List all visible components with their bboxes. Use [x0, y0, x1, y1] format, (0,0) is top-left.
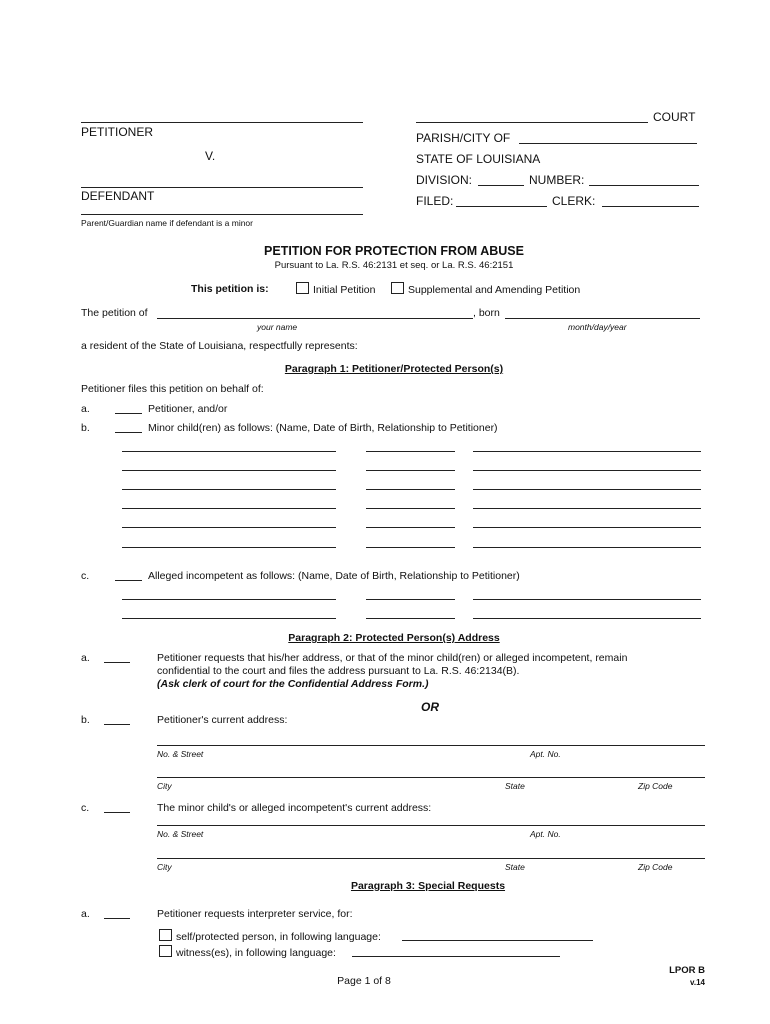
- child-name-field[interactable]: [122, 470, 336, 471]
- initial-petition-label: Initial Petition: [313, 284, 376, 296]
- apt-caption: Apt. No.: [530, 829, 561, 839]
- state-label: STATE OF LOUISIANA: [416, 152, 541, 166]
- form-version: v.14: [690, 978, 705, 987]
- interpreter-witness-option[interactable]: [159, 945, 336, 959]
- para2-b-text: Petitioner's current address:: [157, 714, 288, 726]
- initial-petition-option[interactable]: [296, 282, 375, 296]
- interpreter-self-option[interactable]: [159, 929, 381, 943]
- number-label: NUMBER:: [529, 173, 585, 187]
- street-caption: No. & Street: [157, 829, 204, 839]
- para3-a-text: Petitioner requests interpreter service, for:: [157, 908, 353, 920]
- incompetent-relationship-field[interactable]: [473, 618, 701, 619]
- guardian-note: Parent/Guardian name if defendant is a minor: [81, 218, 253, 228]
- para2-a-check-field[interactable]: [104, 662, 130, 663]
- interpreter-self-language-field[interactable]: [402, 940, 593, 941]
- division-label: DIVISION:: [416, 173, 473, 187]
- para1-b-text: Minor child(ren) as follows: (Name, Date of Birth, Relationship to Petitioner): [148, 422, 498, 434]
- para2-c-text: The minor child's or alleged incompetent's current address:: [157, 802, 432, 814]
- form-id: LPOR B: [669, 965, 705, 976]
- supplemental-petition-checkbox[interactable]: [391, 282, 404, 294]
- interpreter-self-label: self/protected person, in following language:: [176, 931, 381, 943]
- child-relationship-field[interactable]: [473, 527, 701, 528]
- child-dob-field[interactable]: [366, 451, 455, 452]
- resident-statement: a resident of the State of Louisiana, respectfully represents:: [81, 340, 358, 352]
- petitioner-name-line[interactable]: [81, 122, 363, 123]
- born-label: , born: [473, 307, 500, 319]
- incompetent-dob-field[interactable]: [366, 599, 455, 600]
- petition-of-label: The petition of: [81, 307, 148, 319]
- para1-a-check-field[interactable]: [115, 413, 142, 414]
- child-name-field[interactable]: [122, 508, 336, 509]
- para1-lead: Petitioner files this petition on behalf of:: [81, 383, 264, 395]
- child-name-field[interactable]: [122, 547, 336, 548]
- para3-a-letter: a.: [81, 908, 90, 920]
- versus-label: V.: [205, 149, 216, 163]
- state-caption: State: [505, 862, 525, 872]
- petition-type-label: This petition is:: [191, 283, 269, 295]
- supplemental-petition-option[interactable]: [391, 282, 580, 296]
- defendant-label: DEFENDANT: [81, 189, 155, 203]
- incompetent-name-field[interactable]: [122, 599, 336, 600]
- child-dob-field[interactable]: [366, 489, 455, 490]
- para2-a-text-line1: Petitioner requests that his/her address, or that of the minor child(ren) or alleged incompetent, remain: [157, 652, 628, 664]
- child-street-field[interactable]: [157, 825, 705, 826]
- para1-c-letter: c.: [81, 570, 90, 582]
- para2-a-letter: a.: [81, 652, 90, 664]
- petitioner-city-field[interactable]: [157, 777, 705, 778]
- page-number: Page 1 of 8: [337, 975, 391, 987]
- paragraph-3-heading: Paragraph 3: Special Requests: [350, 880, 506, 892]
- para1-a-letter: a.: [81, 403, 90, 415]
- child-name-field[interactable]: [122, 489, 336, 490]
- para1-c-check-field[interactable]: [115, 580, 142, 581]
- child-city-field[interactable]: [157, 858, 705, 859]
- child-relationship-field[interactable]: [473, 489, 701, 490]
- filed-field[interactable]: [456, 206, 547, 207]
- child-dob-field[interactable]: [366, 470, 455, 471]
- child-dob-field[interactable]: [366, 527, 455, 528]
- guardian-name-line[interactable]: [81, 214, 363, 215]
- supplemental-petition-label: Supplemental and Amending Petition: [408, 284, 581, 296]
- page-subtitle: Pursuant to La. R.S. 46:2131 et seq. or La. R.S. 46:2151: [274, 260, 514, 271]
- division-field[interactable]: [478, 185, 524, 186]
- filed-label: FILED:: [416, 194, 454, 208]
- paragraph-2-heading: Paragraph 2: Protected Person(s) Address: [288, 632, 500, 644]
- para2-a-text-line2: confidential to the court and files the address pursuant to La. R.S. 46:2134(B).: [157, 665, 520, 677]
- incompetent-name-field[interactable]: [122, 618, 336, 619]
- state-caption: State: [505, 781, 525, 791]
- child-name-field[interactable]: [122, 451, 336, 452]
- child-relationship-field[interactable]: [473, 451, 701, 452]
- initial-petition-checkbox[interactable]: [296, 282, 309, 294]
- child-relationship-field[interactable]: [473, 547, 701, 548]
- your-name-hint: your name: [257, 322, 298, 332]
- birthdate-hint: month/day/year: [568, 322, 627, 332]
- court-label: COURT: [653, 110, 696, 124]
- para2-c-letter: c.: [81, 802, 90, 814]
- zip-caption: Zip Code: [638, 862, 673, 872]
- incompetent-dob-field[interactable]: [366, 618, 455, 619]
- street-caption: No. & Street: [157, 749, 204, 759]
- para1-b-check-field[interactable]: [115, 432, 142, 433]
- para2-c-check-field[interactable]: [104, 812, 130, 813]
- para2-b-letter: b.: [81, 714, 90, 726]
- para1-c-text: Alleged incompetent as follows: (Name, Date of Birth, Relationship to Petitioner): [148, 570, 520, 582]
- interpreter-witness-language-field[interactable]: [352, 956, 560, 957]
- parish-field[interactable]: [519, 143, 697, 144]
- child-relationship-field[interactable]: [473, 470, 701, 471]
- defendant-name-line[interactable]: [81, 187, 363, 188]
- interpreter-witness-label: witness(es), in following language:: [176, 947, 336, 959]
- paragraph-1-heading: Paragraph 1: Petitioner/Protected Person(s): [284, 363, 504, 375]
- para1-a-text: Petitioner, and/or: [148, 403, 228, 415]
- child-relationship-field[interactable]: [473, 508, 701, 509]
- city-caption: City: [157, 862, 172, 872]
- petitioner-name-field[interactable]: [157, 318, 473, 319]
- para1-b-letter: b.: [81, 422, 90, 434]
- number-field[interactable]: [589, 185, 699, 186]
- page-title: PETITION FOR PROTECTION FROM ABUSE: [264, 244, 524, 258]
- zip-caption: Zip Code: [638, 781, 673, 791]
- para3-a-check-field[interactable]: [104, 918, 130, 919]
- para2-a-note: (Ask clerk of court for the Confidential Address Form.): [157, 678, 429, 690]
- apt-caption: Apt. No.: [530, 749, 561, 759]
- city-caption: City: [157, 781, 172, 791]
- child-dob-field[interactable]: [366, 547, 455, 548]
- child-name-field[interactable]: [122, 527, 336, 528]
- parish-label: PARISH/CITY OF: [416, 131, 511, 145]
- interpreter-witness-checkbox[interactable]: [159, 945, 172, 957]
- or-separator: OR: [421, 700, 439, 714]
- clerk-label: CLERK:: [552, 194, 596, 208]
- interpreter-self-checkbox[interactable]: [159, 929, 172, 941]
- petitioner-street-field[interactable]: [157, 745, 705, 746]
- birthdate-field[interactable]: [505, 318, 700, 319]
- court-name-line[interactable]: [416, 122, 648, 123]
- para2-b-check-field[interactable]: [104, 724, 130, 725]
- clerk-field[interactable]: [602, 206, 699, 207]
- incompetent-relationship-field[interactable]: [473, 599, 701, 600]
- petitioner-label: PETITIONER: [81, 125, 154, 139]
- child-dob-field[interactable]: [366, 508, 455, 509]
